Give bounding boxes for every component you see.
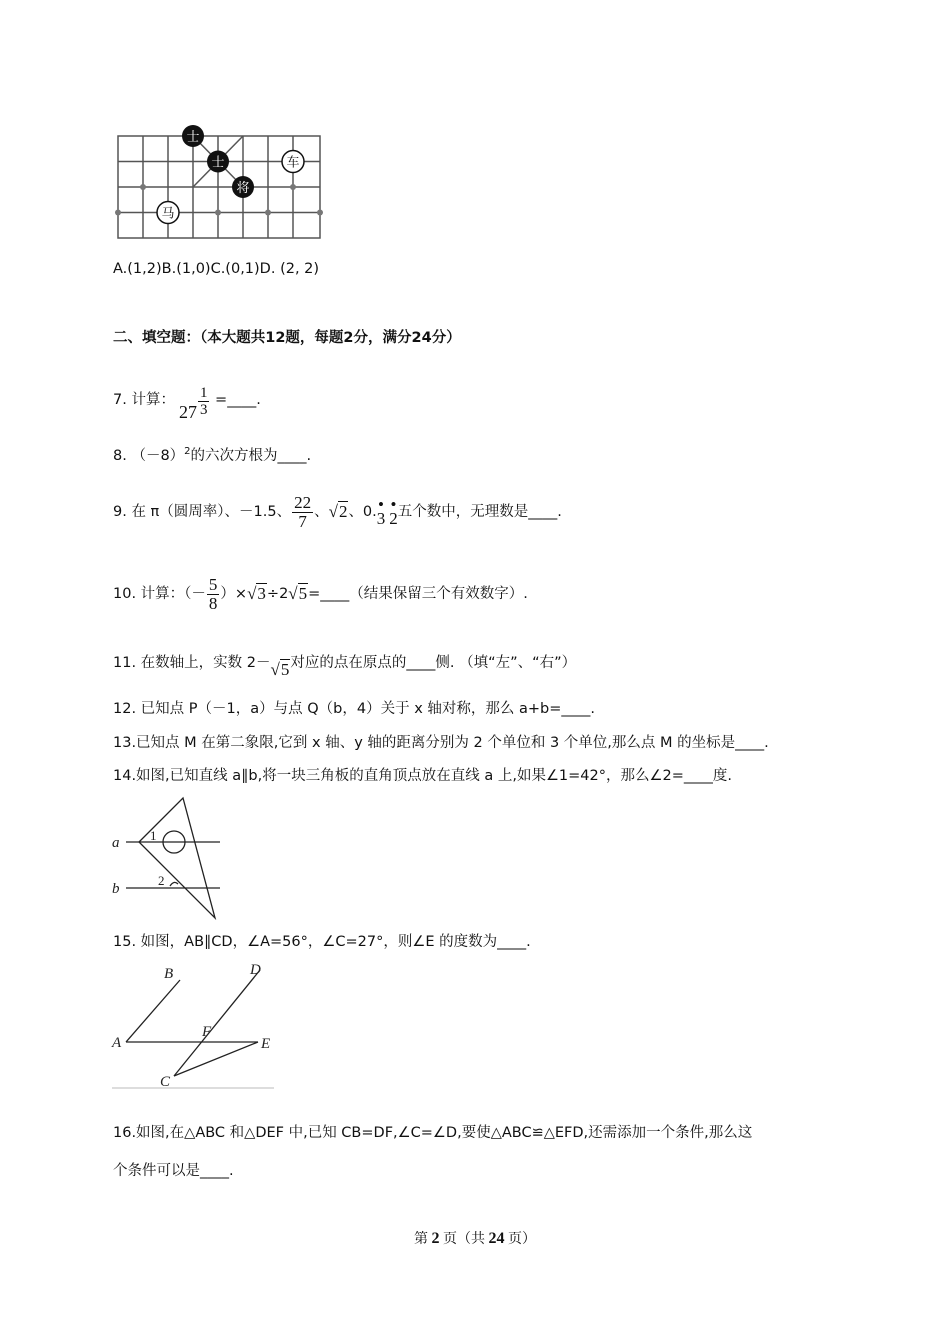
q7-prefix: 7. 计算： — [113, 392, 175, 408]
label-B: B — [164, 966, 174, 982]
q9-suffix: 五个数中，无理数是____. — [397, 504, 562, 520]
q10-prefix: 10. 计算：（－ — [113, 586, 206, 602]
question-8 — [113, 442, 311, 466]
q8-exponent: 2 — [184, 446, 191, 457]
footer-total-pages: 24 — [488, 1230, 505, 1247]
question6-options: A.(1,2)B.(1,0)C.(0,1)D. (2, 2) — [113, 261, 320, 277]
parallel-lines-triangle-figure — [108, 794, 228, 922]
q11-prefix: 11. 在数轴上，实数 2－ — [113, 655, 271, 671]
question-11: 11. 在数轴上，实数 2－√5对应的点在原点的____侧. （填“左”、“右”） — [113, 655, 577, 679]
q9-frac-den: 7 — [298, 511, 307, 531]
q10-suffix: =____（结果保留三个有效数字）. — [308, 586, 528, 602]
q9-frac-num: 22 — [294, 492, 312, 512]
question-12: 12. 已知点 P（－1，a）与点 Q（b，4）关于 x 轴对称，那么 a+b=____. — [113, 701, 595, 717]
label-angle-1: 1 — [150, 828, 157, 843]
question-9: 9. 在 π（圆周率）、－1.5、 $\frac{22}{7}$ 、√2、0. • 3 • 2 五个数中，无理数是____. — [113, 492, 562, 531]
svg-text:将: 将 — [236, 180, 250, 195]
svg-text:车: 车 — [286, 154, 300, 170]
q7-exp-num: 1 — [199, 385, 208, 401]
q10-mid2: ÷2 — [266, 586, 289, 602]
q9-sep2: 、0. — [348, 504, 377, 520]
svg-text:马: 马 — [161, 205, 175, 221]
q9-repeat-digit-2: 2 — [389, 509, 398, 528]
q8-suffix: 的六次方根为____. — [190, 447, 312, 464]
piece-shi-1 — [182, 125, 204, 147]
q8-prefix: 8. （－8） — [113, 447, 185, 464]
q9-prefix: 9. 在 π（圆周率）、－1.5、 — [113, 504, 292, 520]
label-angle-2: 2 — [158, 873, 165, 888]
footer-page-number: 2 — [431, 1230, 440, 1247]
page-footer — [0, 1228, 950, 1248]
label-line-a: a — [112, 835, 120, 851]
q10-sqrt1: 3 — [257, 584, 266, 603]
label-F: F — [202, 1024, 212, 1040]
q11-suffix: 对应的点在原点的____侧. （填“左”、“右”） — [290, 655, 577, 671]
question-14: 14.如图,已知直线 a∥b,将一块三角板的直角顶点放在直线 a 上,如果∠1=42°，那么∠2=____度. — [113, 768, 732, 784]
q10-frac-den: 8 — [208, 593, 218, 613]
label-E: E — [261, 1036, 271, 1052]
q7-exp-den: 3 — [199, 402, 208, 418]
q9-sep1: 、 — [314, 504, 329, 520]
label-D: D — [250, 962, 261, 978]
q10-sqrt2: 5 — [298, 584, 308, 603]
section-title: 二、填空题：（本大题共12题，每题2分，满分24分） — [113, 330, 461, 346]
question-7 — [113, 378, 261, 422]
footer-post: 页） — [504, 1232, 536, 1247]
label-line-b: b — [112, 881, 120, 897]
footer-pre: 第 — [414, 1232, 432, 1247]
piece-che — [282, 151, 304, 173]
svg-text:士: 士 — [186, 129, 200, 144]
q10-mid1: ）× — [220, 586, 248, 602]
label-C: C — [160, 1074, 171, 1090]
q9-sqrt-radicand: 2 — [338, 502, 348, 521]
question-16-line1: 16.如图,在△ABC 和△DEF 中,已知 CB=DF,∠C=∠D,要使△ABC≌△EFD,还需添加一个条件,那么这 — [113, 1125, 753, 1141]
question-15: 15. 如图，AB∥CD，∠A=56°，∠C=27°，则∠E 的度数为____. — [113, 934, 531, 950]
question-10: 10. 计算：（－ $\frac{5}{8}$ ）×√3÷2√5=____（结果保留三个有效数字）. — [113, 574, 528, 613]
question-13: 13.已知点 M 在第二象限,它到 x 轴、y 轴的距离分别为 2 个单位和 3 个单位,那么点 M 的坐标是____. — [113, 735, 769, 751]
q10-frac-num: 5 — [208, 574, 218, 594]
geometry-abcdef-figure — [108, 958, 278, 1092]
q7-suffix: =____. — [210, 392, 261, 408]
footer-mid: 页（共 — [439, 1232, 489, 1247]
q11-sqrt: 5 — [280, 660, 290, 679]
q9-repeat-digit-1: 3 — [376, 509, 386, 528]
q7-base: 27 — [178, 402, 197, 422]
svg-text:士: 士 — [211, 154, 225, 170]
piece-jiang — [232, 176, 254, 198]
label-A: A — [112, 1035, 122, 1051]
piece-ma — [157, 202, 179, 224]
piece-shi-2 — [207, 151, 229, 173]
question-16-line2: 个条件可以是____. — [113, 1163, 234, 1179]
chess-board-figure — [113, 122, 325, 242]
